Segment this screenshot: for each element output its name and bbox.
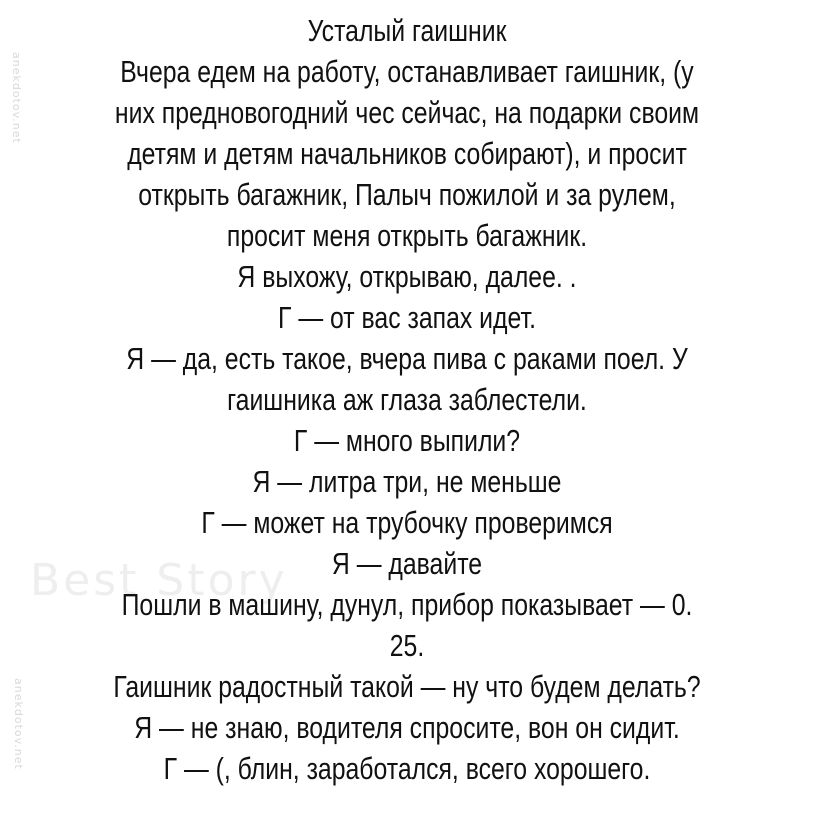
joke-line: них предновогодний чес сейчас, на подарки своим xyxy=(114,95,700,130)
joke-line: гаишника аж глаза заблестели. xyxy=(227,382,587,417)
joke-line: детям и детям начальников собирают), и просит xyxy=(127,136,687,171)
joke-line: Г — может на трубочку проверимся xyxy=(201,505,613,540)
watermark-side-top: anekdotov.net xyxy=(10,52,23,144)
watermark-center: Best Story xyxy=(30,555,288,606)
joke-line: Я выхожу, открываю, далее. . xyxy=(237,259,577,294)
joke-line: Вчера едем на работу, останавливает гаишник, (у xyxy=(120,54,694,89)
joke-title: Усталый гаишник xyxy=(307,13,507,48)
joke-line: Я — да, есть такое, вчера пива с раками поел. У xyxy=(126,341,688,376)
joke-line: Г — много выпили? xyxy=(293,423,521,458)
joke-text xyxy=(88,10,726,789)
joke-line: Г — (, блин, заработался, всего хорошего. xyxy=(163,751,651,786)
joke-line: Я — не знаю, водителя спросите, вон он сидит. xyxy=(134,710,680,745)
joke-line: открыть багажник, Палыч пожилой и за рулем, xyxy=(138,177,676,212)
joke-line: 25. xyxy=(389,628,425,663)
joke-line: просит меня открыть багажник. xyxy=(226,218,588,253)
joke-line: Пошли в машину, дунул, прибор показывает — 0. xyxy=(121,587,693,622)
joke-line: Я — давайте xyxy=(331,546,483,581)
joke-line: Я — литра три, не меньше xyxy=(252,464,562,499)
watermark-side-bottom: anekdotov.net xyxy=(12,678,25,770)
joke-line: Гаишник радостный такой — ну что будем делать? xyxy=(113,669,701,704)
joke-line: Г — от вас запах идет. xyxy=(278,300,536,335)
